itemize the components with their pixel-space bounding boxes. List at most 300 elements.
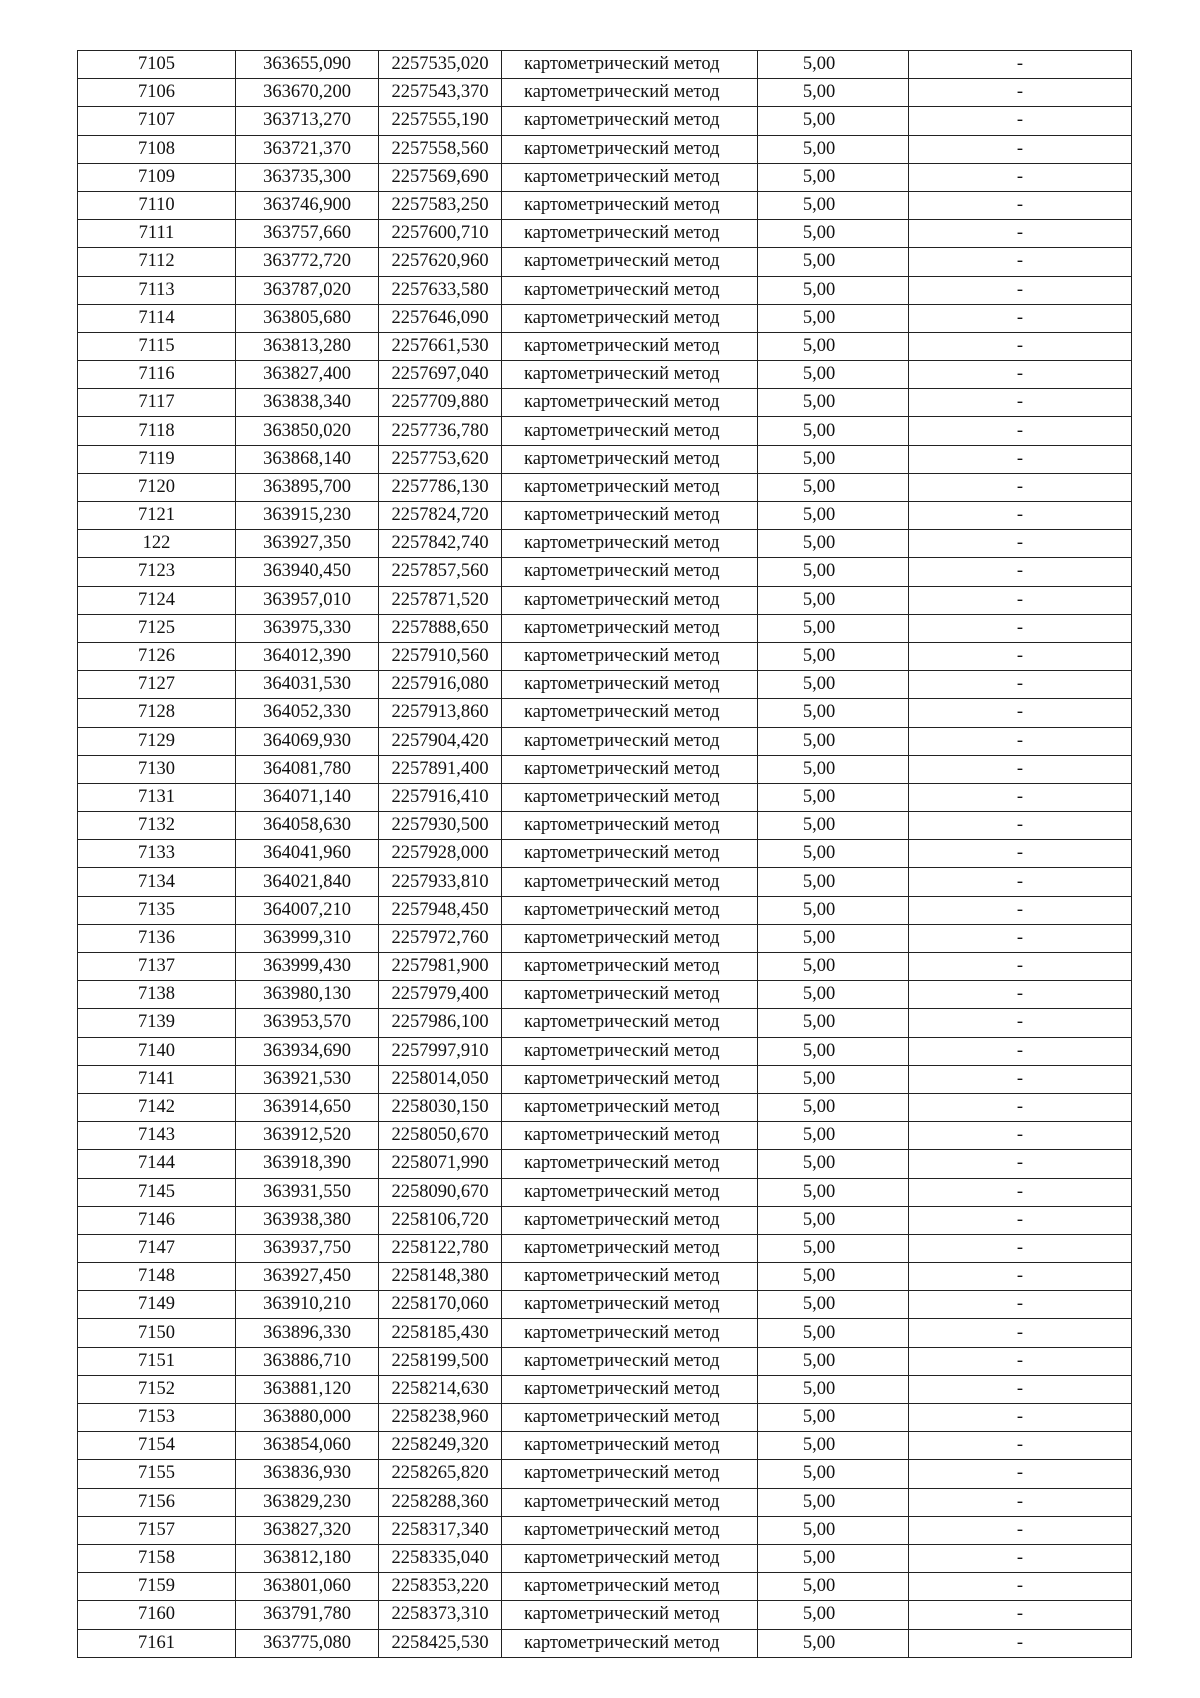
y-coordinate-cell: 2258071,990	[379, 1150, 502, 1178]
method-cell: картометрический метод	[502, 1516, 758, 1544]
description-cell: -	[909, 558, 1132, 586]
point-number-cell: 122	[78, 530, 236, 558]
description-cell: -	[909, 1629, 1132, 1657]
point-number-cell: 7105	[78, 51, 236, 79]
description-cell: -	[909, 1347, 1132, 1375]
accuracy-cell: 5,00	[758, 1347, 909, 1375]
table-row	[78, 1347, 1132, 1375]
method-cell: картометрический метод	[502, 1065, 758, 1093]
description-cell: -	[909, 79, 1132, 107]
point-number-cell: 7114	[78, 304, 236, 332]
accuracy-cell: 5,00	[758, 1122, 909, 1150]
method-cell: картометрический метод	[502, 473, 758, 501]
x-coordinate-cell: 363713,270	[236, 107, 379, 135]
point-number-cell: 7159	[78, 1573, 236, 1601]
description-cell: -	[909, 1432, 1132, 1460]
point-number-cell: 7125	[78, 614, 236, 642]
point-number-cell: 7115	[78, 332, 236, 360]
method-cell: картометрический метод	[502, 868, 758, 896]
y-coordinate-cell: 2257871,520	[379, 586, 502, 614]
x-coordinate-cell: 363937,750	[236, 1234, 379, 1262]
point-number-cell: 7132	[78, 812, 236, 840]
description-cell: -	[909, 1122, 1132, 1150]
point-number-cell: 7143	[78, 1122, 236, 1150]
y-coordinate-cell: 2257600,710	[379, 220, 502, 248]
y-coordinate-cell: 2258014,050	[379, 1065, 502, 1093]
x-coordinate-cell: 363775,080	[236, 1629, 379, 1657]
y-coordinate-cell: 2257569,690	[379, 163, 502, 191]
accuracy-cell: 5,00	[758, 699, 909, 727]
x-coordinate-cell: 363957,010	[236, 586, 379, 614]
point-number-cell: 7124	[78, 586, 236, 614]
table-row	[78, 191, 1132, 219]
x-coordinate-cell: 363868,140	[236, 445, 379, 473]
x-coordinate-cell: 364069,930	[236, 727, 379, 755]
y-coordinate-cell: 2257535,020	[379, 51, 502, 79]
y-coordinate-cell: 2258050,670	[379, 1122, 502, 1150]
y-coordinate-cell: 2257753,620	[379, 445, 502, 473]
accuracy-cell: 5,00	[758, 1178, 909, 1206]
description-cell: -	[909, 1460, 1132, 1488]
method-cell: картометрический метод	[502, 304, 758, 332]
description-cell: -	[909, 868, 1132, 896]
y-coordinate-cell: 2257558,560	[379, 135, 502, 163]
accuracy-cell: 5,00	[758, 473, 909, 501]
point-number-cell: 7138	[78, 981, 236, 1009]
y-coordinate-cell: 2257913,860	[379, 699, 502, 727]
table-row	[78, 220, 1132, 248]
y-coordinate-cell: 2258090,670	[379, 1178, 502, 1206]
y-coordinate-cell: 2258373,310	[379, 1601, 502, 1629]
description-cell: -	[909, 361, 1132, 389]
x-coordinate-cell: 364071,140	[236, 783, 379, 811]
accuracy-cell: 5,00	[758, 1544, 909, 1572]
x-coordinate-cell: 363787,020	[236, 276, 379, 304]
accuracy-cell: 5,00	[758, 671, 909, 699]
description-cell: -	[909, 1178, 1132, 1206]
table-row	[78, 135, 1132, 163]
x-coordinate-cell: 363910,210	[236, 1291, 379, 1319]
method-cell: картометрический метод	[502, 1291, 758, 1319]
accuracy-cell: 5,00	[758, 220, 909, 248]
accuracy-cell: 5,00	[758, 755, 909, 783]
method-cell: картометрический метод	[502, 502, 758, 530]
description-cell: -	[909, 191, 1132, 219]
y-coordinate-cell: 2257972,760	[379, 924, 502, 952]
point-number-cell: 7131	[78, 783, 236, 811]
method-cell: картометрический метод	[502, 1234, 758, 1262]
point-number-cell: 7126	[78, 642, 236, 670]
table-row	[78, 614, 1132, 642]
y-coordinate-cell: 2258265,820	[379, 1460, 502, 1488]
accuracy-cell: 5,00	[758, 1375, 909, 1403]
method-cell: картометрический метод	[502, 79, 758, 107]
table-row	[78, 79, 1132, 107]
x-coordinate-cell: 364081,780	[236, 755, 379, 783]
table-row	[78, 1178, 1132, 1206]
description-cell: -	[909, 896, 1132, 924]
table-row	[78, 1601, 1132, 1629]
y-coordinate-cell: 2257661,530	[379, 332, 502, 360]
accuracy-cell: 5,00	[758, 953, 909, 981]
table-row	[78, 699, 1132, 727]
point-number-cell: 7161	[78, 1629, 236, 1657]
accuracy-cell: 5,00	[758, 361, 909, 389]
table-row	[78, 868, 1132, 896]
description-cell: -	[909, 530, 1132, 558]
description-cell: -	[909, 473, 1132, 501]
y-coordinate-cell: 2257709,880	[379, 389, 502, 417]
x-coordinate-cell: 363895,700	[236, 473, 379, 501]
accuracy-cell: 5,00	[758, 1629, 909, 1657]
method-cell: картометрический метод	[502, 530, 758, 558]
x-coordinate-cell: 363934,690	[236, 1037, 379, 1065]
point-number-cell: 7156	[78, 1488, 236, 1516]
x-coordinate-cell: 364031,530	[236, 671, 379, 699]
table-row	[78, 502, 1132, 530]
method-cell: картометрический метод	[502, 614, 758, 642]
accuracy-cell: 5,00	[758, 1093, 909, 1121]
method-cell: картометрический метод	[502, 51, 758, 79]
point-number-cell: 7111	[78, 220, 236, 248]
method-cell: картометрический метод	[502, 220, 758, 248]
description-cell: -	[909, 1544, 1132, 1572]
point-number-cell: 7154	[78, 1432, 236, 1460]
description-cell: -	[909, 699, 1132, 727]
table-row	[78, 473, 1132, 501]
y-coordinate-cell: 2257555,190	[379, 107, 502, 135]
description-cell: -	[909, 220, 1132, 248]
method-cell: картометрический метод	[502, 1432, 758, 1460]
method-cell: картометрический метод	[502, 1093, 758, 1121]
accuracy-cell: 5,00	[758, 840, 909, 868]
accuracy-cell: 5,00	[758, 812, 909, 840]
method-cell: картометрический метод	[502, 1009, 758, 1037]
x-coordinate-cell: 363836,930	[236, 1460, 379, 1488]
point-number-cell: 7133	[78, 840, 236, 868]
accuracy-cell: 5,00	[758, 389, 909, 417]
y-coordinate-cell: 2258317,340	[379, 1516, 502, 1544]
method-cell: картометрический метод	[502, 1037, 758, 1065]
table-row	[78, 1573, 1132, 1601]
description-cell: -	[909, 276, 1132, 304]
description-cell: -	[909, 163, 1132, 191]
method-cell: картометрический метод	[502, 924, 758, 952]
description-cell: -	[909, 586, 1132, 614]
point-number-cell: 7141	[78, 1065, 236, 1093]
accuracy-cell: 5,00	[758, 1037, 909, 1065]
accuracy-cell: 5,00	[758, 783, 909, 811]
y-coordinate-cell: 2258199,500	[379, 1347, 502, 1375]
description-cell: -	[909, 981, 1132, 1009]
method-cell: картометрический метод	[502, 332, 758, 360]
point-number-cell: 7140	[78, 1037, 236, 1065]
method-cell: картометрический метод	[502, 1319, 758, 1347]
y-coordinate-cell: 2257786,130	[379, 473, 502, 501]
point-number-cell: 7158	[78, 1544, 236, 1572]
point-number-cell: 7155	[78, 1460, 236, 1488]
y-coordinate-cell: 2257583,250	[379, 191, 502, 219]
point-number-cell: 7112	[78, 248, 236, 276]
description-cell: -	[909, 51, 1132, 79]
table-row	[78, 1488, 1132, 1516]
accuracy-cell: 5,00	[758, 79, 909, 107]
x-coordinate-cell: 363886,710	[236, 1347, 379, 1375]
table-row	[78, 1319, 1132, 1347]
description-cell: -	[909, 924, 1132, 952]
y-coordinate-cell: 2257888,650	[379, 614, 502, 642]
accuracy-cell: 5,00	[758, 51, 909, 79]
accuracy-cell: 5,00	[758, 586, 909, 614]
x-coordinate-cell: 363975,330	[236, 614, 379, 642]
coordinates-table	[77, 50, 1132, 1658]
description-cell: -	[909, 953, 1132, 981]
method-cell: картометрический метод	[502, 558, 758, 586]
point-number-cell: 7127	[78, 671, 236, 699]
table-row	[78, 981, 1132, 1009]
point-number-cell: 7139	[78, 1009, 236, 1037]
accuracy-cell: 5,00	[758, 191, 909, 219]
point-number-cell: 7129	[78, 727, 236, 755]
table-row	[78, 727, 1132, 755]
method-cell: картометрический метод	[502, 783, 758, 811]
y-coordinate-cell: 2257824,720	[379, 502, 502, 530]
description-cell: -	[909, 1150, 1132, 1178]
method-cell: картометрический метод	[502, 1404, 758, 1432]
accuracy-cell: 5,00	[758, 868, 909, 896]
description-cell: -	[909, 304, 1132, 332]
table-row	[78, 1629, 1132, 1657]
x-coordinate-cell: 363801,060	[236, 1573, 379, 1601]
y-coordinate-cell: 2258288,360	[379, 1488, 502, 1516]
x-coordinate-cell: 363735,300	[236, 163, 379, 191]
table-body	[78, 51, 1132, 1658]
description-cell: -	[909, 840, 1132, 868]
table-row	[78, 1093, 1132, 1121]
table-row	[78, 304, 1132, 332]
description-cell: -	[909, 1263, 1132, 1291]
accuracy-cell: 5,00	[758, 1516, 909, 1544]
y-coordinate-cell: 2258148,380	[379, 1263, 502, 1291]
table-row	[78, 332, 1132, 360]
description-cell: -	[909, 502, 1132, 530]
description-cell: -	[909, 1375, 1132, 1403]
table-row	[78, 1065, 1132, 1093]
table-row	[78, 361, 1132, 389]
accuracy-cell: 5,00	[758, 1206, 909, 1234]
description-cell: -	[909, 135, 1132, 163]
description-cell: -	[909, 417, 1132, 445]
method-cell: картометрический метод	[502, 248, 758, 276]
description-cell: -	[909, 248, 1132, 276]
x-coordinate-cell: 363805,680	[236, 304, 379, 332]
point-number-cell: 7149	[78, 1291, 236, 1319]
table-row	[78, 896, 1132, 924]
accuracy-cell: 5,00	[758, 727, 909, 755]
x-coordinate-cell: 363880,000	[236, 1404, 379, 1432]
x-coordinate-cell: 363812,180	[236, 1544, 379, 1572]
y-coordinate-cell: 2258030,150	[379, 1093, 502, 1121]
accuracy-cell: 5,00	[758, 1009, 909, 1037]
accuracy-cell: 5,00	[758, 163, 909, 191]
method-cell: картометрический метод	[502, 755, 758, 783]
table-row	[78, 1150, 1132, 1178]
accuracy-cell: 5,00	[758, 1460, 909, 1488]
table-row	[78, 1263, 1132, 1291]
description-cell: -	[909, 1009, 1132, 1037]
y-coordinate-cell: 2257981,900	[379, 953, 502, 981]
point-number-cell: 7110	[78, 191, 236, 219]
x-coordinate-cell: 363655,090	[236, 51, 379, 79]
description-cell: -	[909, 1234, 1132, 1262]
x-coordinate-cell: 364058,630	[236, 812, 379, 840]
table-row	[78, 51, 1132, 79]
point-number-cell: 7113	[78, 276, 236, 304]
description-cell: -	[909, 614, 1132, 642]
point-number-cell: 7109	[78, 163, 236, 191]
table-row	[78, 642, 1132, 670]
description-cell: -	[909, 1065, 1132, 1093]
point-number-cell: 7117	[78, 389, 236, 417]
description-cell: -	[909, 1291, 1132, 1319]
x-coordinate-cell: 363953,570	[236, 1009, 379, 1037]
accuracy-cell: 5,00	[758, 107, 909, 135]
method-cell: картометрический метод	[502, 1601, 758, 1629]
accuracy-cell: 5,00	[758, 1263, 909, 1291]
y-coordinate-cell: 2257620,960	[379, 248, 502, 276]
y-coordinate-cell: 2257697,040	[379, 361, 502, 389]
x-coordinate-cell: 363999,430	[236, 953, 379, 981]
y-coordinate-cell: 2257633,580	[379, 276, 502, 304]
point-number-cell: 7119	[78, 445, 236, 473]
point-number-cell: 7145	[78, 1178, 236, 1206]
x-coordinate-cell: 363931,550	[236, 1178, 379, 1206]
accuracy-cell: 5,00	[758, 276, 909, 304]
y-coordinate-cell: 2257948,450	[379, 896, 502, 924]
method-cell: картометрический метод	[502, 445, 758, 473]
y-coordinate-cell: 2258425,530	[379, 1629, 502, 1657]
y-coordinate-cell: 2258106,720	[379, 1206, 502, 1234]
point-number-cell: 7147	[78, 1234, 236, 1262]
x-coordinate-cell: 363999,310	[236, 924, 379, 952]
point-number-cell: 7146	[78, 1206, 236, 1234]
point-number-cell: 7150	[78, 1319, 236, 1347]
method-cell: картометрический метод	[502, 840, 758, 868]
method-cell: картометрический метод	[502, 671, 758, 699]
description-cell: -	[909, 1516, 1132, 1544]
accuracy-cell: 5,00	[758, 1319, 909, 1347]
description-cell: -	[909, 389, 1132, 417]
method-cell: картометрический метод	[502, 1178, 758, 1206]
y-coordinate-cell: 2258353,220	[379, 1573, 502, 1601]
accuracy-cell: 5,00	[758, 417, 909, 445]
table-row	[78, 389, 1132, 417]
x-coordinate-cell: 363927,350	[236, 530, 379, 558]
x-coordinate-cell: 363915,230	[236, 502, 379, 530]
method-cell: картометрический метод	[502, 981, 758, 1009]
y-coordinate-cell: 2257997,910	[379, 1037, 502, 1065]
method-cell: картометрический метод	[502, 1544, 758, 1572]
y-coordinate-cell: 2257891,400	[379, 755, 502, 783]
y-coordinate-cell: 2258238,960	[379, 1404, 502, 1432]
method-cell: картометрический метод	[502, 642, 758, 670]
table-row	[78, 248, 1132, 276]
y-coordinate-cell: 2258170,060	[379, 1291, 502, 1319]
x-coordinate-cell: 363813,280	[236, 332, 379, 360]
accuracy-cell: 5,00	[758, 304, 909, 332]
description-cell: -	[909, 332, 1132, 360]
method-cell: картометрический метод	[502, 812, 758, 840]
y-coordinate-cell: 2257928,000	[379, 840, 502, 868]
point-number-cell: 7153	[78, 1404, 236, 1432]
point-number-cell: 7151	[78, 1347, 236, 1375]
description-cell: -	[909, 107, 1132, 135]
y-coordinate-cell: 2257930,500	[379, 812, 502, 840]
x-coordinate-cell: 363757,660	[236, 220, 379, 248]
description-cell: -	[909, 755, 1132, 783]
description-cell: -	[909, 1404, 1132, 1432]
point-number-cell: 7108	[78, 135, 236, 163]
table-row	[78, 1037, 1132, 1065]
table-row	[78, 1206, 1132, 1234]
method-cell: картометрический метод	[502, 1150, 758, 1178]
x-coordinate-cell: 363980,130	[236, 981, 379, 1009]
x-coordinate-cell: 364052,330	[236, 699, 379, 727]
method-cell: картометрический метод	[502, 953, 758, 981]
x-coordinate-cell: 363850,020	[236, 417, 379, 445]
y-coordinate-cell: 2257543,370	[379, 79, 502, 107]
accuracy-cell: 5,00	[758, 530, 909, 558]
point-number-cell: 7128	[78, 699, 236, 727]
point-number-cell: 7148	[78, 1263, 236, 1291]
table-row	[78, 586, 1132, 614]
table-row	[78, 1291, 1132, 1319]
table-row	[78, 445, 1132, 473]
accuracy-cell: 5,00	[758, 558, 909, 586]
point-number-cell: 7120	[78, 473, 236, 501]
y-coordinate-cell: 2258214,630	[379, 1375, 502, 1403]
x-coordinate-cell: 363838,340	[236, 389, 379, 417]
accuracy-cell: 5,00	[758, 502, 909, 530]
x-coordinate-cell: 363921,530	[236, 1065, 379, 1093]
point-number-cell: 7137	[78, 953, 236, 981]
x-coordinate-cell: 363896,330	[236, 1319, 379, 1347]
y-coordinate-cell: 2257986,100	[379, 1009, 502, 1037]
method-cell: картометрический метод	[502, 1263, 758, 1291]
accuracy-cell: 5,00	[758, 1234, 909, 1262]
description-cell: -	[909, 1319, 1132, 1347]
table-row	[78, 1544, 1132, 1572]
accuracy-cell: 5,00	[758, 924, 909, 952]
method-cell: картометрический метод	[502, 1488, 758, 1516]
method-cell: картометрический метод	[502, 191, 758, 219]
table-row	[78, 1234, 1132, 1262]
point-number-cell: 7130	[78, 755, 236, 783]
point-number-cell: 7106	[78, 79, 236, 107]
point-number-cell: 7134	[78, 868, 236, 896]
method-cell: картометрический метод	[502, 699, 758, 727]
accuracy-cell: 5,00	[758, 445, 909, 473]
table-row	[78, 163, 1132, 191]
point-number-cell: 7144	[78, 1150, 236, 1178]
x-coordinate-cell: 363854,060	[236, 1432, 379, 1460]
description-cell: -	[909, 642, 1132, 670]
description-cell: -	[909, 783, 1132, 811]
point-number-cell: 7136	[78, 924, 236, 952]
method-cell: картометрический метод	[502, 1206, 758, 1234]
method-cell: картометрический метод	[502, 1347, 758, 1375]
description-cell: -	[909, 1488, 1132, 1516]
